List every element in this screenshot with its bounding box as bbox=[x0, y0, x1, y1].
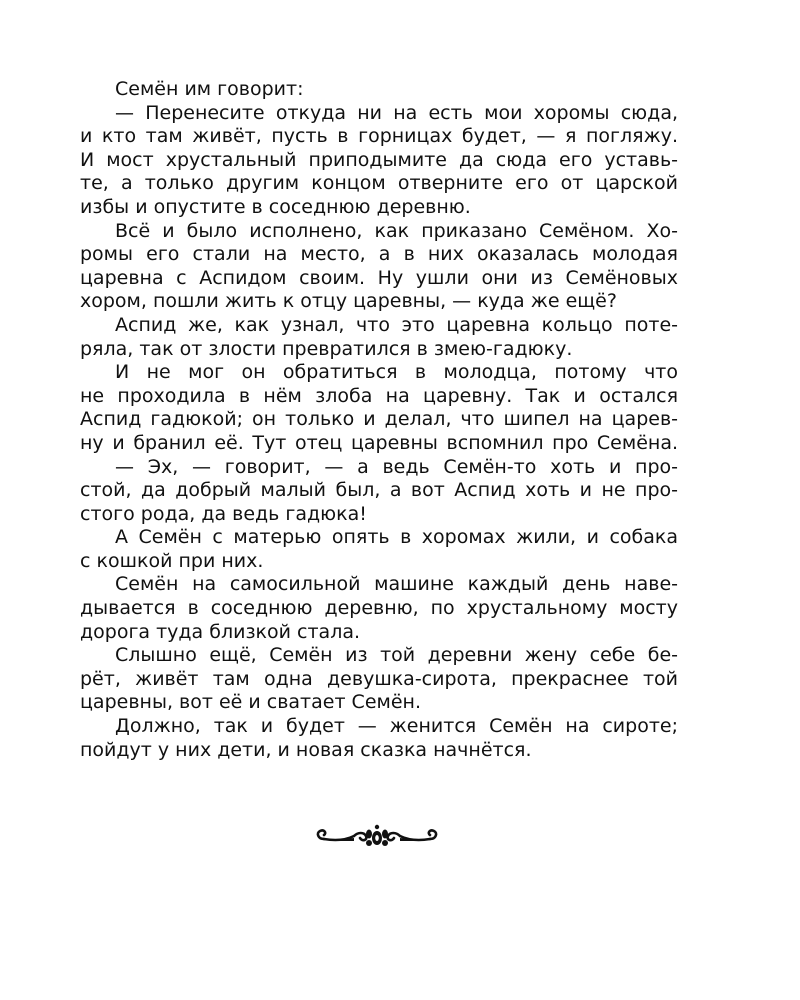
text-line: А Семён с матерью опять в хоромах жили, и собака bbox=[115, 526, 678, 549]
text-line: царевны, вот её и сватает Семён. bbox=[80, 691, 421, 714]
text-line: стого рода, да ведь гадюка! bbox=[80, 502, 367, 525]
text-line: пойдут у них дети, и новая сказка начнётся. bbox=[80, 738, 532, 761]
text-line: те, а только другим концом отверните его от царской bbox=[80, 172, 678, 195]
text-line: хором, пошли жить к отцу царевны, — куда же ещё? bbox=[80, 290, 617, 313]
text-line: Должно, так и будет — женится Семён на сироте; bbox=[115, 715, 678, 738]
text-line: Слышно ещё, Семён из той деревни жену себе бе- bbox=[115, 644, 678, 667]
text-line: — Эх, — говорит, — а ведь Семён-то хоть и про- bbox=[115, 455, 678, 478]
text-line: ромы его стали на место, а в них оказалась молодая bbox=[80, 243, 678, 266]
story-text bbox=[80, 78, 678, 762]
text-line: с кошкой при них. bbox=[80, 549, 264, 572]
text-line: И мост хрустальный приподымите да сюда его уставь- bbox=[80, 148, 678, 171]
text-line: стой, да добрый малый был, а вот Аспид хоть и не про- bbox=[80, 479, 678, 502]
text-line: дывается в соседнюю деревню, по хрустальному мосту bbox=[80, 597, 678, 620]
text-line: Семён на самосильной машине каждый день наве- bbox=[115, 573, 678, 596]
text-line: царевна с Аспидом своим. Ну ушли они из Семёновых bbox=[80, 266, 678, 289]
text-line: ну и бранил её. Тут отец царевны вспомнил про Семёна. bbox=[80, 431, 678, 454]
text-line: рёт, живёт там одна девушка-сирота, прекраснее той bbox=[80, 667, 678, 690]
text-line: дорога туда близкой стала. bbox=[80, 620, 361, 643]
text-line: — Перенесите откуда ни на есть мои хоромы сюда, bbox=[115, 101, 678, 124]
text-line: Аспид гадюкой; он только и делал, что шипел на царев- bbox=[80, 408, 678, 431]
text-line: И не мог он обратиться в молодца, потому что bbox=[115, 361, 678, 384]
text-line: избы и опустите в соседнюю деревню. bbox=[80, 195, 471, 218]
text-line: Аспид же, как узнал, что это царевна кольцо поте- bbox=[115, 313, 678, 336]
decorative-flourish-icon bbox=[310, 822, 444, 852]
text-line: и кто там живёт, пусть в горницах будет, — я погляжу. bbox=[80, 125, 678, 148]
text-line: не проходила в нём злоба на царевну. Так и остался bbox=[80, 384, 678, 407]
text-line: Семён им говорит: bbox=[115, 78, 304, 100]
text-line: Всё и было исполнено, как приказано Семёном. Хо- bbox=[115, 219, 678, 242]
text-line: ряла, так от злости превратился в змею-гадюку. bbox=[80, 337, 573, 360]
